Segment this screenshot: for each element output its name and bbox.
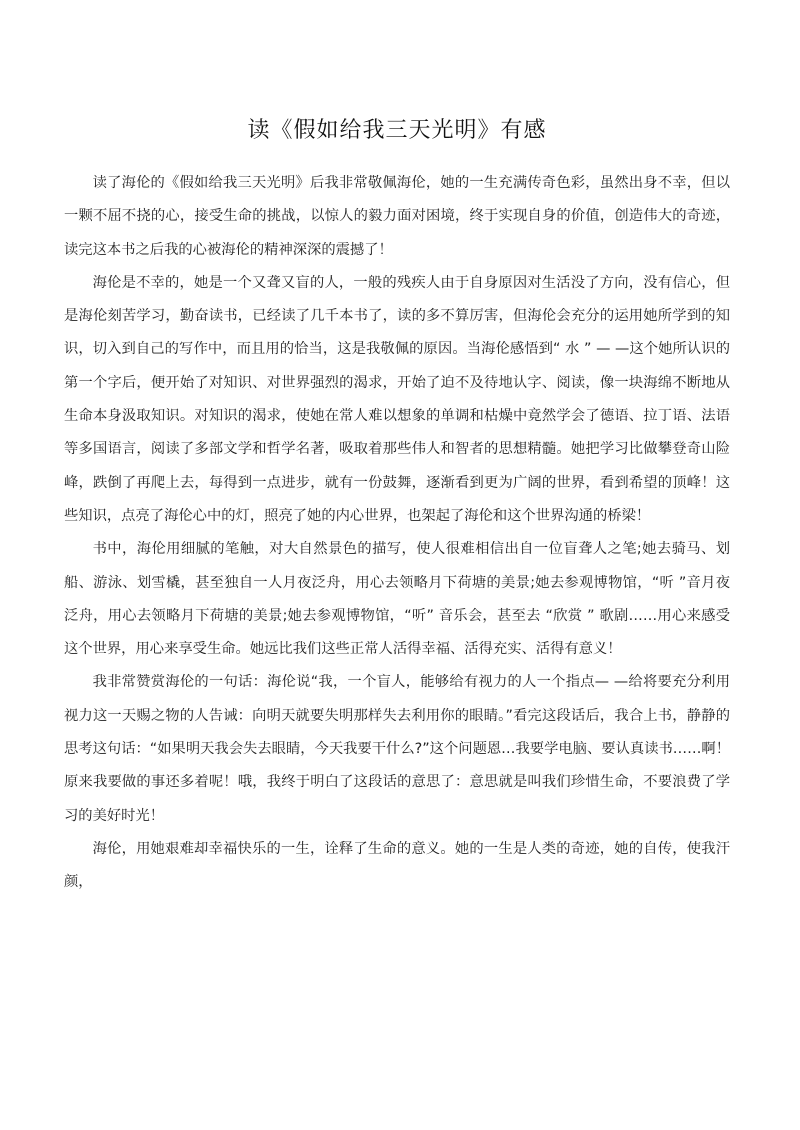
paragraph-1: 读了海伦的《假如给我三天光明》后我非常敬佩海伦，她的一生充满传奇色彩，虽然出身不幸，但以一颗不屈不挠的心，接受生命的挑战，以惊人的毅力面对困境，终于实现自身的价值，创造伟大的奇迹，读完这本书之后我的心被海伦的精神深深的震撼了！ (64, 175, 730, 258)
paragraph-3: 书中，海伦用细腻的笔触，对大自然景色的描写，使人很难相信出自一位盲聋人之笔;她去骑马、划船、游泳、划雪橇，甚至独自一人月夜泛舟，用心去领略月下荷塘的美景;她去参观博物馆，“听 ”音月夜泛舟，用心去领略月下荷塘的美景;她去参观博物馆，“听” 音乐会，甚至去 “欣赏 ” 歌剧……用心来感受这个世界，用心来享受生命。她远比我们这些正常人活得幸福、活得充实、活得有意义！ (64, 541, 730, 658)
document-title: 读《假如给我三天光明》有感 (247, 118, 547, 143)
paragraph-5: 海伦，用她艰难却幸福快乐的一生，诠释了生命的意义。她的一生是人类的奇迹，她的自传，使我汗颜， (64, 840, 730, 891)
paragraph-2: 海伦是不幸的，她是一个又聋又盲的人，一般的残疾人由于自身原因对生活没了方向，没有信心，但是海伦刻苦学习，勤奋读书，已经读了几千本书了，读的多不算厉害，但海伦会充分的运用她所学到的知识，切入到自己的写作中，而且用的恰当，这是我敬佩的原因。当海伦感悟到“ 水 ” — —这个她所认识的第一个字后，便开始了对知识、对世界强烈的渴求，开始了迫不及待地认字、阅读，像一块海绵不断地从生命本身汲取知识。对知识的渴求，使她在常人难以想象的单调和枯燥中竟然学会了德语、拉丁语、法语等多国语言，阅读了多部文学和哲学名著，吸取着那些伟人和智者的思想精髓。她把学习比做攀登奇山险峰，跌倒了再爬上去，每得到一点进步，就有一份鼓舞，逐渐看到更为广阔的世界，看到希望的顶峰！这些知识，点亮了海伦心中的灯，照亮了她的内心世界，也架起了海伦和这个世界沟通的桥梁！ (64, 274, 730, 524)
paragraph-4: 我非常赞赏海伦的一句话：海伦说“我，一个盲人，能够给有视力的人一个指点— —给将要充分利用视力这一天赐之物的人告诫：向明天就要失明那样失去利用你的眼睛。”看完这段话后，我合上书，静静的思考这句话：“如果明天我会失去眼睛，今天我要干什么?”这个问题恩…我要学电脑、要认真读书……啊！原来我要做的事还多着呢！哦，我终于明白了这段话的意思了：意思就是叫我们珍惜生命，不要浪费了学习的美好时光！ (64, 674, 730, 824)
